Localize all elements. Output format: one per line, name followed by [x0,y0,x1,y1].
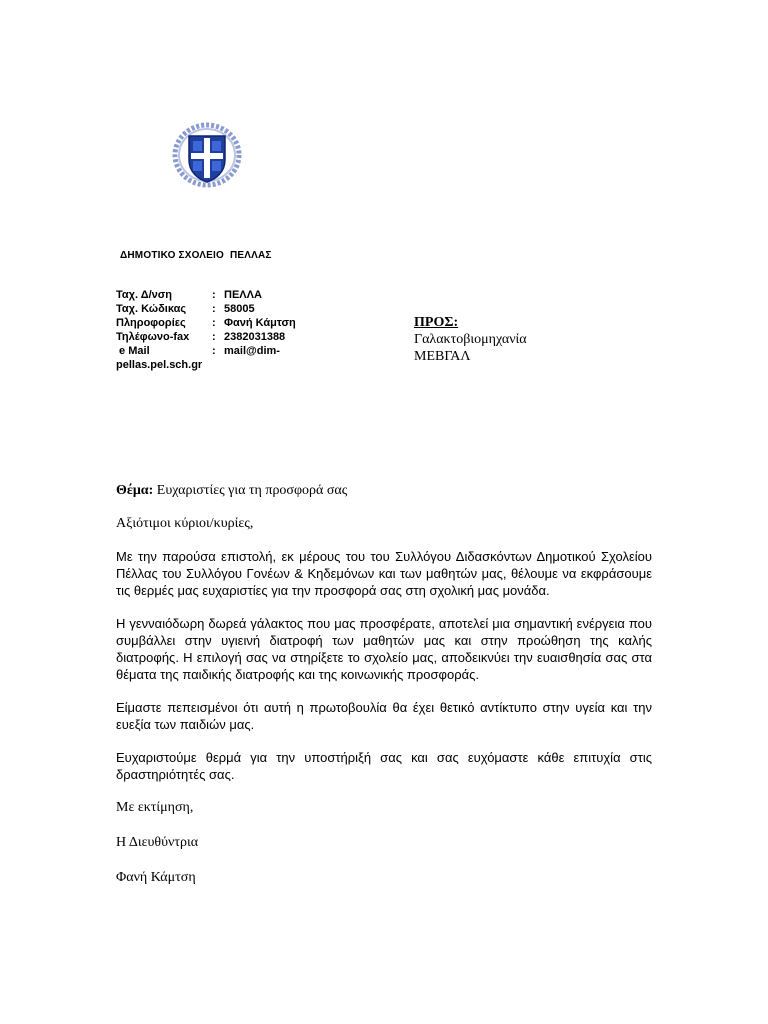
signatory-title: Η Διευθύντρια [116,835,199,850]
info-colon: : [212,289,216,301]
email-continuation[interactable]: pellas.pel.sch.gr [116,359,203,371]
info-value: 2382031388 [224,331,286,343]
info-row-address [116,288,296,302]
paragraph-3: Είμαστε πεπεισμένοι ότι αυτή η πρωτοβουλία θα έχει θετικό αντίκτυπο στην υγεία και την ευεξία των παιδιών μας. [116,700,652,732]
info-label: e Mail [116,345,150,357]
letter-body [116,482,652,904]
email-link[interactable]: mail@dim- [224,345,280,357]
paragraph-2: Η γενναιόδωρη δωρεά γάλακτος που μας προσφέρατε, αποτελεί μια σημαντική ενέργεια που συμβάλλει στην υγιεινή διατροφή των μαθητών μας και στην προώθηση της καλής διατροφής. Η επιλογή σας να στηρίξετε το σχολείο μας, αποδεικνύει την ευαισθησία σας στα θέματα της παιδικής διατροφής και της κοινωνικής προσφοράς. [116,616,652,682]
contact-info-block [116,288,296,372]
info-colon: : [212,331,216,343]
info-label: Πληροφορίες [116,317,186,329]
recipient-line2: ΜΕΒΓΑΛ [414,349,471,364]
recipient-label: ΠΡΟΣ: [414,315,459,330]
school-name: ΔΗΜΟΤΙΚΟ ΣΧΟΛΕΙΟ ΠΕΛΛΑΣ [120,250,272,261]
recipient-line1: Γαλακτοβιομηχανία [414,332,527,347]
recipient-block [414,314,527,365]
info-row-email [116,344,296,358]
signatory-name: Φανή Κάμτση [116,870,196,885]
subject-label: Θέμα: [116,483,154,498]
info-colon: : [212,317,216,329]
info-label: Ταχ. Κώδικας [116,303,187,315]
info-label: Τηλέφωνο-fax [116,331,190,343]
paragraph-1: Με την παρούσα επιστολή, εκ μέρους του του Συλλόγου Διδασκόντων Δημοτικού Σχολείου Πέλλας του Συλλόγου Γονέων & Κηδεμόνων και των μαθητών μας, θέλουμε να εκφράσουμε τις θερμές μας ευχαριστίες για την προσφορά σας στη σχολική μας μονάδα. [116,549,652,598]
subject-line [116,482,652,499]
subject-text: Ευχαριστίες για τη προσφορά σας [153,483,348,498]
info-colon: : [212,345,216,357]
greek-coat-of-arms-icon [172,122,242,188]
salutation: Αξιότιμοι κύριοι/κυρίες, [116,516,254,531]
info-row-information [116,316,296,330]
paragraph-4: Ευχαριστούμε θερμά για την υποστήριξή σας και σας ευχόμαστε κάθε επιτυχία στις δραστηριότητές σας. [116,750,652,782]
info-row-phone-fax [116,330,296,344]
info-value: Φανή Κάμτση [224,317,296,329]
info-value: 58005 [224,303,255,315]
info-colon: : [212,303,216,315]
info-row-postal-code [116,302,296,316]
info-label: Ταχ. Δ/νση [116,289,173,301]
info-value: ΠΕΛΛΑ [224,289,262,301]
closing: Με εκτίμηση, [116,800,194,815]
